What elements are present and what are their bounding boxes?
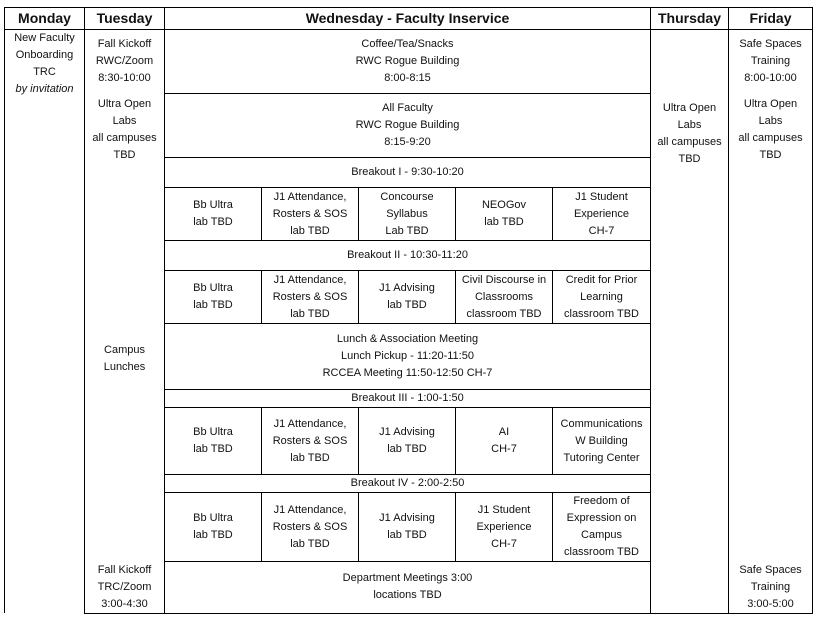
- b1-session-4: [456, 188, 553, 241]
- tuesday-labs-line-2: Labs: [112, 114, 137, 127]
- b4-session-1: [165, 493, 262, 562]
- breakout-1-title: Breakout I - 9:30-10:20: [165, 158, 651, 188]
- b4-s1-l2: lab TBD: [193, 529, 233, 541]
- tuesday-kickoff-am-line-3: 8:30-10:00: [98, 72, 151, 85]
- b3-s5-l1: Communications: [560, 417, 643, 430]
- b3-session-1: [165, 408, 262, 475]
- friday-labs-line-1: Ultra Open: [743, 97, 798, 110]
- monday-line-3: TRC: [33, 66, 56, 78]
- tuesday-kickoff-pm-line-3: 3:00-4:30: [101, 597, 148, 610]
- thursday-line-4: TBD: [678, 153, 701, 165]
- b2-s2-l2: Rosters & SOS: [272, 290, 348, 303]
- b2-s4-l3: classroom TBD: [466, 307, 542, 320]
- b2-s3-l2: lab TBD: [387, 299, 427, 311]
- tuesday-labs-line-1: Ultra Open: [97, 97, 152, 110]
- b4-s3-l1: J1 Advising: [379, 512, 435, 524]
- b4-s5-l3: Campus: [581, 529, 622, 541]
- header-wednesday: Wednesday - Faculty Inservice: [165, 8, 651, 30]
- b1-s5-l2: Experience: [573, 207, 630, 220]
- b2-session-5: [553, 271, 651, 324]
- tuesday-lunch-line-1: Campus: [104, 343, 145, 356]
- b2-session-2: [262, 271, 359, 324]
- coffee-line-2: RWC Rogue Building: [355, 55, 460, 67]
- thursday-line-1: Ultra Open: [662, 102, 717, 114]
- b4-session-4: [456, 493, 553, 562]
- monday-line-1: New Faculty: [14, 32, 75, 44]
- b2-session-3: [359, 271, 456, 324]
- friday-labs-line-2: Labs: [758, 114, 783, 127]
- b1-s2-l2: Rosters & SOS: [272, 207, 348, 220]
- b4-s4-l1: J1 Student: [477, 503, 531, 516]
- friday-labs-line-4: TBD: [759, 148, 782, 161]
- b1-session-1: [165, 188, 262, 241]
- b4-s2-l3: lab TBD: [290, 537, 330, 550]
- header-thursday: Thursday: [651, 8, 729, 30]
- coffee-line-1: Coffee/Tea/Snacks: [361, 38, 454, 50]
- friday-safe-am-line-2: Training: [750, 55, 791, 68]
- b3-session-5: [553, 408, 651, 475]
- b3-s3-l2: lab TBD: [387, 443, 427, 455]
- b2-session-4: [456, 271, 553, 324]
- tuesday-campus-lunches: [85, 324, 165, 562]
- b1-s5-l1: J1 Student: [575, 190, 628, 203]
- b4-s5-l1: Freedom of: [573, 495, 630, 507]
- schedule-table: [4, 7, 813, 614]
- b2-session-1: [165, 271, 262, 324]
- b1-s3-l2: Syllabus: [386, 207, 428, 220]
- b4-session-3: [359, 493, 456, 562]
- monday-column: [5, 30, 85, 614]
- monday-line-2: Onboarding: [15, 49, 74, 61]
- b4-s1-l1: Bb Ultra: [193, 512, 233, 524]
- b1-s4-l1: NEOGov: [481, 199, 526, 211]
- lunch-line-1: Lunch & Association Meeting: [336, 333, 479, 345]
- coffee-line-3: 8:00-8:15: [384, 72, 431, 84]
- b4-s2-l2: Rosters & SOS: [272, 520, 348, 533]
- b3-session-2: [262, 408, 359, 475]
- b1-s2-l3: lab TBD: [290, 224, 330, 237]
- wednesday-lunch: [165, 324, 651, 390]
- tuesday-labs: [85, 94, 165, 324]
- b4-s2-l1: J1 Attendance,: [273, 503, 347, 516]
- header-friday: Friday: [729, 8, 813, 30]
- b2-s3-l1: J1 Advising: [379, 282, 435, 294]
- friday-safe-spaces-am: [729, 30, 813, 94]
- b3-session-4: [456, 408, 553, 475]
- b3-s1-l2: lab TBD: [193, 443, 233, 455]
- b3-s1-l1: Bb Ultra: [193, 426, 233, 438]
- friday-safe-pm-line-1: Safe Spaces: [739, 563, 802, 576]
- b2-s4-l2: Classrooms: [474, 290, 534, 303]
- tuesday-kickoff-am-line-1: Fall Kickoff: [97, 38, 152, 51]
- b4-s3-l2: lab TBD: [387, 529, 427, 541]
- b2-s5-l1: Credit for Prior: [565, 273, 638, 286]
- breakout-3-title: Breakout III - 1:00-1:50: [165, 390, 651, 408]
- breakout-4-title: Breakout IV - 2:00-2:50: [165, 475, 651, 493]
- b2-s5-l2: Learning: [580, 290, 623, 303]
- b3-s5-l2: W Building: [575, 434, 628, 447]
- b1-s4-l2: lab TBD: [484, 216, 524, 228]
- breakout-2-title: Breakout II - 10:30-11:20: [165, 241, 651, 271]
- b2-s1-l2: lab TBD: [193, 299, 233, 311]
- b3-s2-l2: Rosters & SOS: [272, 434, 348, 447]
- lunch-line-2: Lunch Pickup - 11:20-11:50: [341, 350, 474, 362]
- b2-s2-l1: J1 Attendance,: [273, 273, 347, 286]
- b1-s5-l3: CH-7: [588, 224, 615, 237]
- tuesday-kickoff-pm: [85, 562, 165, 614]
- friday-safe-spaces-pm: [729, 562, 813, 614]
- b4-s4-l2: Experience: [476, 520, 532, 533]
- thursday-empty-pm: [651, 562, 729, 614]
- wednesday-coffee: [165, 30, 651, 94]
- dept-line-2: locations TBD: [373, 589, 442, 602]
- tuesday-labs-line-4: TBD: [113, 148, 136, 161]
- b2-s2-l3: lab TBD: [290, 307, 330, 320]
- header-monday: Monday: [5, 8, 85, 30]
- allfac-line-2: RWC Rogue Building: [355, 119, 460, 131]
- tuesday-kickoff-pm-line-1: Fall Kickoff: [97, 563, 152, 576]
- allfac-line-1: All Faculty: [382, 102, 433, 114]
- b3-s3-l1: J1 Advising: [379, 426, 435, 438]
- b3-s2-l3: lab TBD: [290, 451, 330, 464]
- wednesday-all-faculty: [165, 94, 651, 158]
- b2-s4-l1: Civil Discourse in: [461, 273, 547, 286]
- b1-s1-l1: Bb Ultra: [193, 199, 233, 211]
- header-tuesday: Tuesday: [85, 8, 165, 30]
- tuesday-lunch-line-2: Lunches: [103, 360, 146, 373]
- b4-s4-l3: CH-7: [491, 537, 517, 550]
- lunch-line-3: RCCEA Meeting 11:50-12:50 CH-7: [322, 367, 493, 379]
- friday-labs: [729, 94, 813, 562]
- b4-s5-l4: classroom TBD: [564, 546, 639, 558]
- b4-s5-l2: Expression on: [566, 512, 637, 524]
- b1-session-3: [359, 188, 456, 241]
- friday-labs-line-3: all campuses: [738, 131, 803, 144]
- b4-session-2: [262, 493, 359, 562]
- monday-line-4: by invitation: [15, 83, 74, 95]
- b2-s5-l3: classroom TBD: [564, 307, 639, 320]
- tuesday-labs-line-3: all campuses: [92, 131, 157, 144]
- dept-line-1: Department Meetings 3:00: [342, 572, 473, 585]
- b3-s2-l1: J1 Attendance,: [273, 417, 347, 430]
- thursday-line-3: all campuses: [657, 136, 722, 148]
- tuesday-kickoff-pm-line-2: TRC/Zoom: [97, 580, 152, 593]
- b3-s4-l2: CH-7: [491, 443, 517, 455]
- b4-session-5: [553, 493, 651, 562]
- friday-safe-am-line-1: Safe Spaces: [739, 38, 802, 51]
- thursday-column: [651, 30, 729, 562]
- thursday-line-2: Labs: [677, 119, 702, 131]
- b2-s1-l1: Bb Ultra: [193, 282, 233, 294]
- friday-safe-am-line-3: 8:00-10:00: [744, 72, 797, 85]
- b1-session-5: [553, 188, 651, 241]
- b1-s1-l2: lab TBD: [193, 216, 233, 228]
- b1-s3-l3: Lab TBD: [385, 224, 429, 237]
- friday-safe-pm-line-3: 3:00-5:00: [747, 597, 794, 610]
- b1-session-2: [262, 188, 359, 241]
- b3-session-3: [359, 408, 456, 475]
- tuesday-kickoff-am-line-2: RWC/Zoom: [95, 55, 154, 68]
- wednesday-department-meetings: [165, 562, 651, 614]
- b3-s5-l3: Tutoring Center: [563, 451, 640, 464]
- allfac-line-3: 8:15-9:20: [384, 136, 431, 148]
- b3-s4-l1: AI: [498, 426, 510, 438]
- b1-s2-l1: J1 Attendance,: [273, 190, 347, 203]
- b1-s3-l1: Concourse: [380, 190, 434, 203]
- friday-safe-pm-line-2: Training: [750, 580, 791, 593]
- tuesday-kickoff-am: [85, 30, 165, 94]
